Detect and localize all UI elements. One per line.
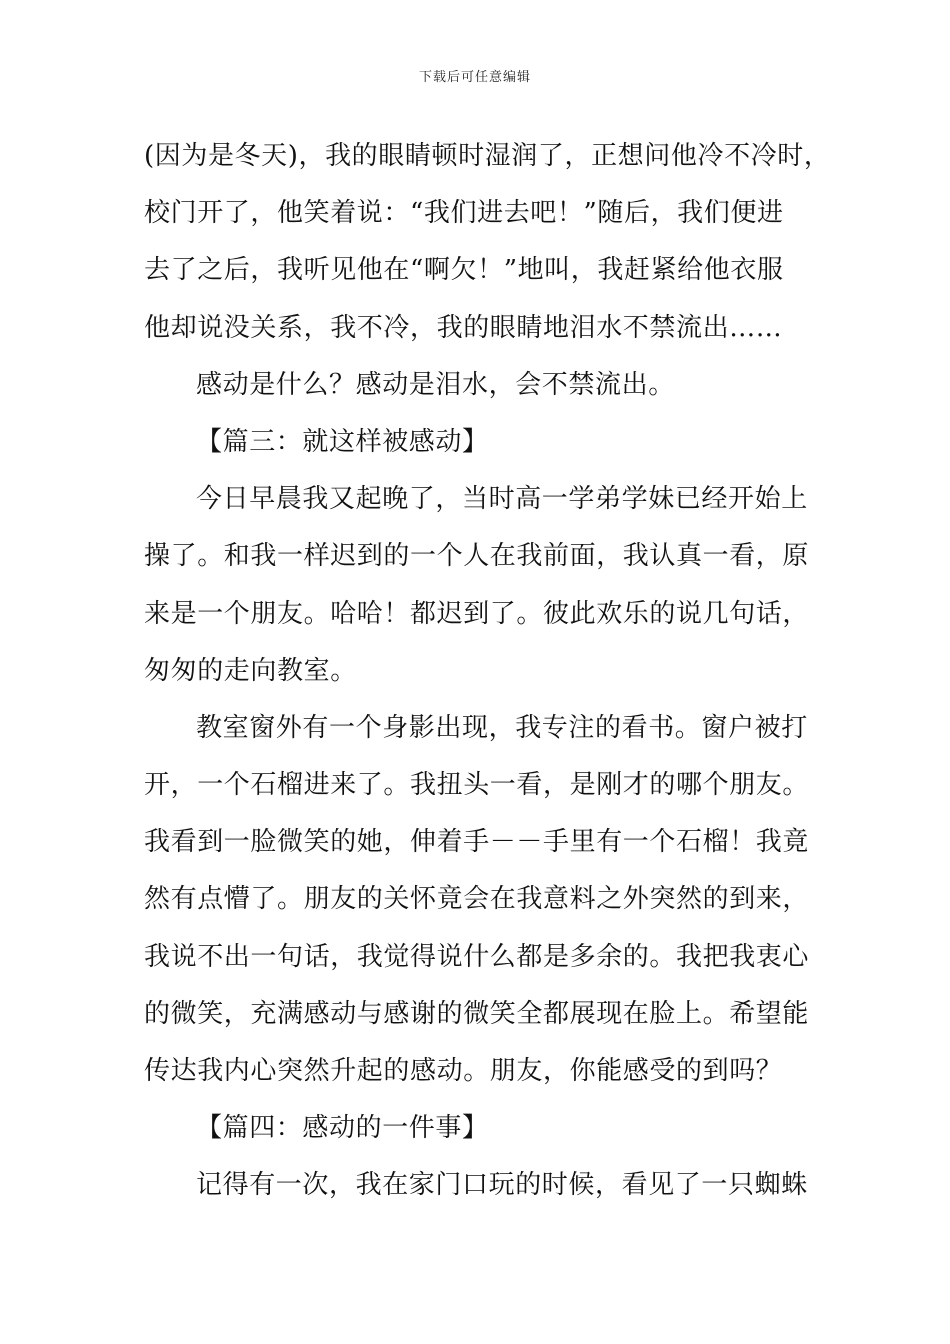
text-line: 来是一个朋友。哈哈！都迟到了。彼此欢乐的说几句话， xyxy=(144,598,810,629)
text-line: 我说不出一句话，我觉得说什么都是多余的。我把我衷心 xyxy=(144,941,810,972)
text-line: 校门开了，他笑着说：“我们进去吧！”随后，我们便进 xyxy=(144,198,784,229)
paragraph-line: 记得有一次，我在家门口玩的时候，看见了一只蜘蛛 xyxy=(196,1170,808,1201)
text-line: 他却说没关系，我不冷，我的眼睛地泪水不禁流出…… xyxy=(144,312,783,343)
text-line: 匆匆的走向教室。 xyxy=(144,655,357,686)
text-line: 开，一个石榴进来了。我扭头一看，是刚才的哪个朋友。 xyxy=(144,770,810,801)
page-header: 下载后可任意编辑 xyxy=(418,70,531,85)
paragraph-line: 今日早晨我又起晚了，当时高一学弟学妹已经开始上 xyxy=(196,484,808,515)
text-line: 我看到一脸微笑的她，伸着手－－手里有一个石榴！我竟 xyxy=(144,827,810,858)
text-line: 的微笑，充满感动与感谢的微笑全都展现在脸上。希望能 xyxy=(144,998,810,1029)
text-line: (因为是冬天)，我的眼睛顿时湿润了，正想问他冷不冷时， xyxy=(144,141,831,171)
section-heading: 【篇四：感动的一件事】 xyxy=(196,1113,489,1144)
text-line: 去了之后，我听见他在“啊欠！”地叫，我赶紧给他衣服 xyxy=(144,255,784,286)
text-line: 操了。和我一样迟到的一个人在我前面，我认真一看，原 xyxy=(144,541,810,572)
body-text xyxy=(144,128,834,1215)
text-line: 然有点懵了。朋友的关怀竟会在我意料之外突然的到来， xyxy=(144,884,810,915)
section-heading: 【篇三：就这样被感动】 xyxy=(196,426,489,457)
paragraph-line: 感动是什么？感动是泪水，会不禁流出。 xyxy=(196,369,675,400)
paragraph-line: 教室窗外有一个身影出现，我专注的看书。窗户被打 xyxy=(196,712,808,743)
text-line: 传达我内心突然升起的感动。朋友，你能感受的到吗？ xyxy=(144,1056,783,1086)
